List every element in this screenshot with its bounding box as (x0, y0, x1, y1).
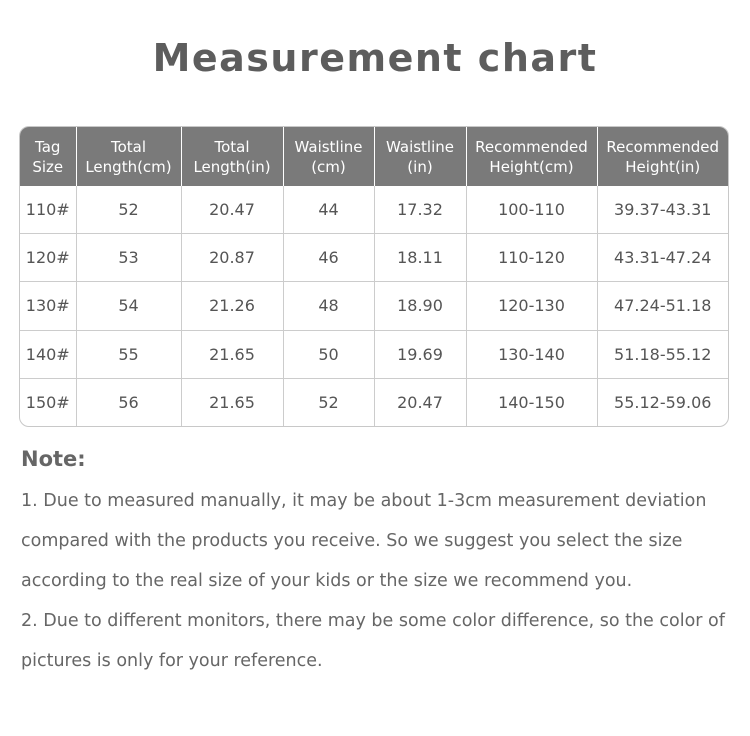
header-recommended-height-cm: Recommended Height(cm) (466, 127, 597, 186)
table-row (20, 330, 728, 378)
table-cell: 20.47 (181, 186, 283, 234)
measurement-table (20, 127, 728, 426)
table-cell: 52 (283, 378, 374, 426)
table-row (20, 378, 728, 426)
table-cell: 39.37-43.31 (597, 186, 728, 234)
header-waistline-in: Waistline (in) (374, 127, 466, 186)
table-cell: 130-140 (466, 330, 597, 378)
table-cell: 140-150 (466, 378, 597, 426)
table-cell: 50 (283, 330, 374, 378)
table-cell: 110-120 (466, 234, 597, 282)
table-cell: 53 (76, 234, 181, 282)
table-cell: 56 (76, 378, 181, 426)
table-cell: 48 (283, 282, 374, 330)
header-waistline-cm: Waistline (cm) (283, 127, 374, 186)
table-cell: 21.26 (181, 282, 283, 330)
header-recommended-height-in: Recommended Height(in) (597, 127, 728, 186)
table-cell: 54 (76, 282, 181, 330)
table-cell: 120# (20, 234, 76, 282)
table-cell: 100-110 (466, 186, 597, 234)
header-total-length-in: Total Length(in) (181, 127, 283, 186)
table-cell: 46 (283, 234, 374, 282)
table-row (20, 234, 728, 282)
table-cell: 21.65 (181, 330, 283, 378)
table-cell: 55.12-59.06 (614, 392, 712, 412)
note-title: Note: (21, 447, 86, 471)
table-cell: 150# (20, 378, 76, 426)
table-cell: 19.69 (374, 330, 466, 378)
table-cell: 110# (20, 186, 76, 234)
table-cell: 140# (20, 330, 76, 378)
table-cell: 20.47 (374, 378, 466, 426)
note-item-1: 1. Due to measured manually, it may be about 1-3cm measurement deviation compared with the products you receive. So we suggest you select the size according to the real size of your kids or the size we recommend you. (21, 491, 707, 591)
table-cell: 18.11 (374, 234, 466, 282)
table-cell: 44 (283, 186, 374, 234)
header-tag-size: Tag Size (20, 127, 76, 186)
table-row (20, 282, 728, 330)
table-cell: 21.65 (181, 378, 283, 426)
note-section (21, 441, 733, 681)
table-row (20, 186, 728, 234)
table-cell: 18.90 (374, 282, 466, 330)
table-cell: 47.24-51.18 (597, 282, 728, 330)
table-cell: 55 (76, 330, 181, 378)
header-total-length-cm: Total Length(cm) (76, 127, 181, 186)
page-title: Measurement chart (152, 36, 598, 80)
table-cell: 130# (20, 282, 76, 330)
measurement-table-container (19, 126, 729, 427)
table-cell: 20.87 (181, 234, 283, 282)
table-header-row (20, 127, 728, 186)
table-cell: 43.31-47.24 (597, 234, 728, 282)
note-item-2: 2. Due to different monitors, there may be some color difference, so the color of pictures is only for your reference. (21, 611, 725, 671)
table-cell: 17.32 (374, 186, 466, 234)
table-cell: 120-130 (466, 282, 597, 330)
table-cell: 52 (76, 186, 181, 234)
table-cell: 51.18-55.12 (597, 330, 728, 378)
